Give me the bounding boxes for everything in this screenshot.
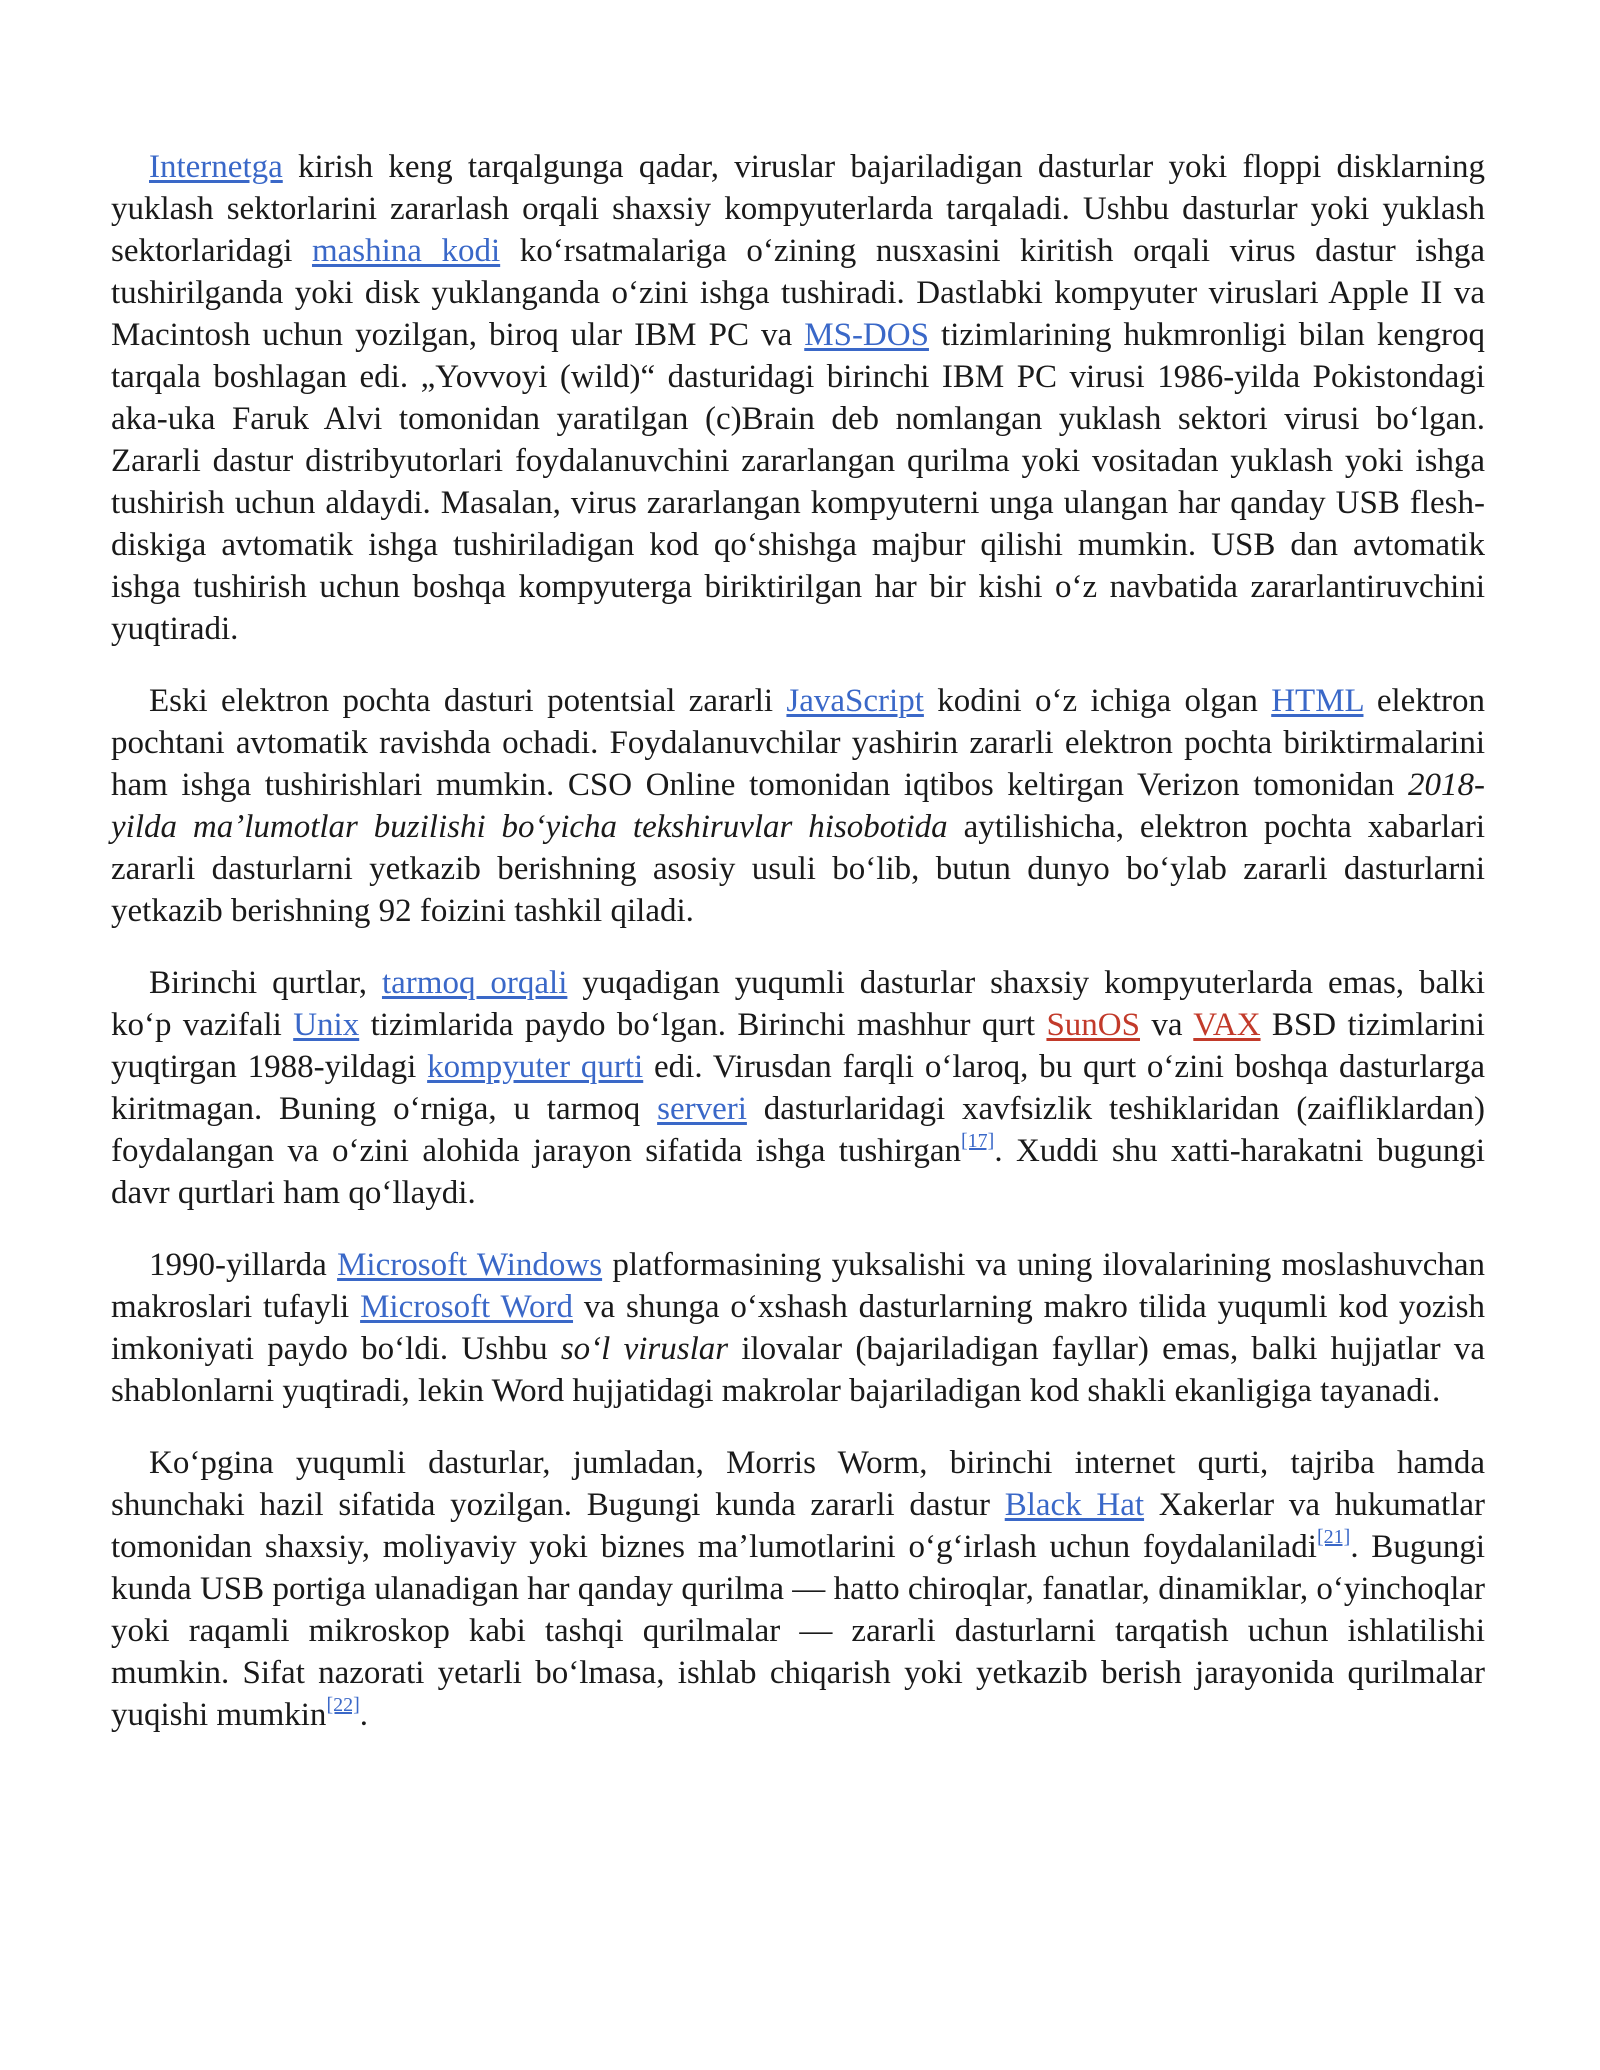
- citation-reference[interactable]: [17]: [960, 1130, 995, 1152]
- document-body: [111, 146, 1485, 1766]
- body-text: Eski elektron pochta dasturi potentsial zararli: [149, 683, 787, 719]
- body-text: 1990-yillarda: [149, 1247, 338, 1283]
- hyperlink[interactable]: serveri: [657, 1091, 747, 1127]
- body-text: dasturlaridagi xavfsizlik teshiklaridan (zaifliklardan) foydalangan va oʻzini alohida jarayon sifatida ishga tushirgan: [111, 1091, 1485, 1169]
- body-text: platformasining yuksalishi va uning ilovalarining moslashuvchan makroslari tufayli: [111, 1247, 1486, 1325]
- body-text: ilovalar (bajariladigan fayllar) emas, balki hujjatlar va shablonlarni yuqtiradi, lekin Word hujjatidagi makrolar bajariladigan kod shakli ekanligiga tayanadi.: [111, 1331, 1485, 1409]
- paragraph-3: [111, 962, 1485, 1214]
- body-text: kodini oʻz ichiga olgan: [923, 683, 1272, 719]
- body-text: Birinchi qurtlar,: [149, 965, 382, 1001]
- hyperlink[interactable]: MS-DOS: [804, 317, 929, 353]
- hyperlink[interactable]: Black Hat: [1004, 1487, 1145, 1523]
- hyperlink[interactable]: VAX: [1193, 1007, 1261, 1043]
- italic-text: soʻl viruslar: [560, 1331, 729, 1367]
- body-text: edi. Virusdan farqli oʻlaroq, bu qurt oʻzini boshqa dasturlarga kiritmagan. Buning oʻrniga, u tarmoq: [111, 1049, 1485, 1127]
- body-text: .: [359, 1697, 369, 1733]
- paragraph-4: [111, 1244, 1485, 1412]
- body-text: tizimlarining hukmronligi bilan kengroq tarqala boshlagan edi. „Yovvoyi (wild)“ dasturidagi birinchi IBM PC virusi 1986-yilda Pokistondagi aka-uka Faruk Alvi tomonidan yaratilgan (c)Brain deb nomlangan yuklash sektori virusi boʻlgan. Zararli dastur distribyutorlari foydalanuvchini zararlangan qurilma yoki vositadan yuklash yoki ishga tushirish uchun aldaydi. Masalan, virus zararlangan kompyuterni unga ulangan har qanday USB flesh-diskiga avtomatik ishga tushiriladigan kod qoʻshishga majbur qilishi mumkin. USB dan avtomatik ishga tushirish uchun boshqa kompyuterga biriktirilgan har bir kishi oʻz navbatida zararlantiruvchini yuqtiradi.: [111, 317, 1485, 647]
- body-text: Koʻpgina yuqumli dasturlar, jumladan, Morris Worm, birinchi internet qurti, tajriba hamda shunchaki hazil sifatida yozilgan. Bugungi kunda zararli dastur: [111, 1445, 1485, 1523]
- hyperlink[interactable]: Unix: [293, 1007, 360, 1043]
- citation-reference[interactable]: [22]: [326, 1694, 360, 1716]
- body-text: elektron pochtani avtomatik ravishda ochadi. Foydalanuvchilar yashirin zararli elektron pochta biriktirmalarini ham ishga tushirishlari mumkin. CSO Online tomonidan iqtibos keltirgan Verizon tomonidan: [111, 683, 1485, 803]
- hyperlink[interactable]: Microsoft Word: [360, 1289, 574, 1325]
- paragraph-1: [111, 146, 1485, 650]
- paragraph-5: [111, 1442, 1485, 1736]
- body-text: . Xuddi shu xatti-harakatni bugungi davr qurtlari ham qoʻllaydi.: [111, 1133, 1486, 1211]
- body-text: yuqadigan yuqumli dasturlar shaxsiy kompyuterlarda emas, balki koʻp vazifali: [111, 965, 1485, 1043]
- hyperlink[interactable]: mashina kodi: [311, 233, 501, 269]
- hyperlink[interactable]: SunOS: [1046, 1007, 1140, 1043]
- hyperlink[interactable]: kompyuter qurti: [427, 1049, 644, 1085]
- hyperlink[interactable]: HTML: [1271, 683, 1364, 719]
- body-text: va shunga oʻxshash dasturlarning makro tilida yuqumli kod yozish imkoniyati paydo boʻldi. Ushbu: [111, 1289, 1486, 1367]
- hyperlink[interactable]: Internetga: [149, 149, 283, 185]
- body-text: tizimlarida paydo boʻlgan. Birinchi mashhur qurt: [359, 1007, 1047, 1043]
- body-text: Xakerlar va hukumatlar tomonidan shaxsiy, moliyaviy yoki biznes maʼlumotlarini oʻgʻirlash uchun foydalaniladi: [111, 1487, 1485, 1565]
- hyperlink[interactable]: Microsoft Windows: [337, 1247, 603, 1283]
- body-text: va: [1139, 1007, 1194, 1043]
- hyperlink[interactable]: tarmoq orqali: [381, 965, 568, 1001]
- citation-reference[interactable]: [21]: [1316, 1526, 1351, 1548]
- paragraph-2: [111, 680, 1485, 932]
- italic-text: 2018-yilda maʼlumotlar buzilishi boʻyicha tekshiruvlar hisobotida: [111, 767, 1485, 845]
- hyperlink[interactable]: JavaScript: [786, 683, 924, 719]
- body-text: BSD tizimlarini yuqtirgan 1988-yildagi: [111, 1007, 1485, 1085]
- body-text: aytilishicha, elektron pochta xabarlari zararli dasturlarni yetkazib berishning asosiy usuli boʻlib, butun dunyo boʻylab zararli dasturlarni yetkazib berishning 92 foizini tashkil qiladi.: [111, 809, 1485, 929]
- body-text: . Bugungi kunda USB portiga ulanadigan har qanday qurilma — hatto chiroqlar, fanatlar, dinamiklar, oʻyinchoqlar yoki raqamli mikroskop kabi tashqi qurilmalar — zararli dasturlarni tarqatish uchun ishlatilishi mumkin. Sifat nazorati yetarli boʻlmasa, ishlab chiqarish yoki yetkazib berish jarayonida qurilmalar yuqishi mumkin: [111, 1529, 1485, 1733]
- body-text: koʻrsatmalariga oʻzining nusxasini kiritish orqali virus dastur ishga tushirilganda yoki disk yuklanganda oʻzini ishga tushiradi. Dastlabki kompyuter viruslari Apple II va Macintosh uchun yozilgan, biroq ular IBM PC va: [111, 233, 1485, 353]
- body-text: kirish keng tarqalgunga qadar, viruslar bajariladigan dasturlar yoki floppi disklarning yuklash sektorlarini zararlash orqali shaxsiy kompyuterlarda tarqaladi. Ushbu dasturlar yoki yuklash sektorlaridagi: [111, 149, 1485, 269]
